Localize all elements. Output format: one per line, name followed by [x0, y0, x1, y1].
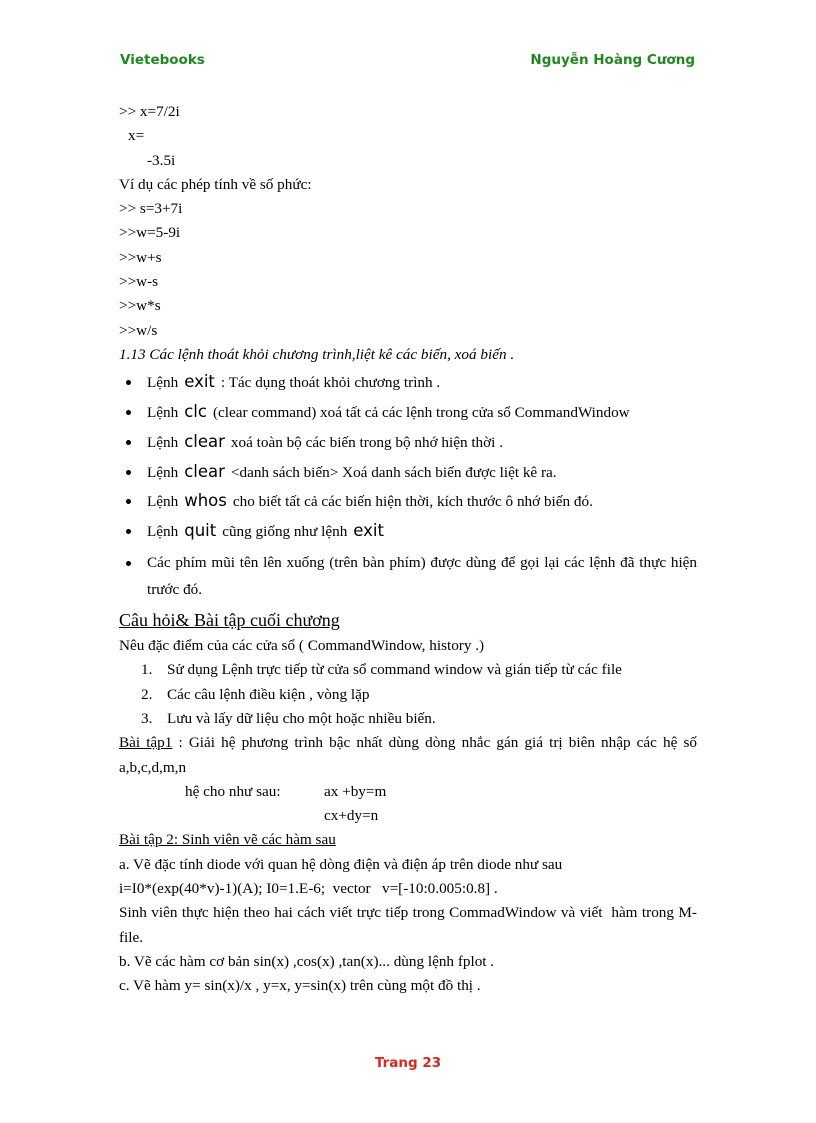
list-item-text: cũng giống như lệnh	[222, 523, 348, 541]
bullet-icon	[126, 499, 131, 504]
list-number: 3.	[141, 709, 153, 727]
header-left: Vietebooks	[120, 52, 205, 68]
command-list	[119, 368, 697, 603]
list-item	[119, 458, 697, 488]
list-item-prefix: Lệnh	[147, 433, 179, 451]
list-item-prefix: Lệnh	[147, 404, 179, 422]
code-line: >>w-s	[119, 273, 159, 291]
exercise-text: : Giải hệ phương trình bậc nhất dùng dòng nhắc gán giá trị biên nhập các hệ số a,b,c,d,m,n	[119, 734, 697, 776]
code-line: >>w/s	[119, 321, 158, 339]
header-right: Nguyễn Hoàng Cương	[530, 52, 695, 68]
list-number: 2.	[141, 685, 153, 703]
list-item-text: <danh sách biến> Xoá danh sách biến được liệt kê ra.	[230, 463, 557, 481]
command-name: exit	[353, 521, 384, 541]
code-line: >>w+s	[119, 248, 162, 266]
command-name: clear	[184, 461, 225, 481]
exercise-2-formula: i=I0*(exp(40*v)-1)(A); I0=1.E-6; vector v=[-10:0.005:0.8] .	[119, 880, 498, 898]
list-item-prefix: Lệnh	[147, 374, 179, 392]
text-line: Ví dụ các phép tính về số phức:	[119, 175, 312, 193]
exercise-2-note: Sinh viên thực hiện theo hai cách viết trực tiếp trong CommadWindow và viết hàm trong M-file.	[119, 904, 697, 946]
list-item	[119, 428, 697, 458]
code-line: >>w=5-9i	[119, 224, 181, 242]
list-item-text: Sử dụng Lệnh trực tiếp từ cửa sổ command window và gián tiếp từ các file	[167, 661, 622, 679]
command-name: quit	[184, 521, 217, 541]
equation: ax +by=m	[324, 782, 387, 800]
code-line: -3.5i	[147, 151, 176, 169]
list-item	[119, 368, 697, 398]
code-line: x=	[128, 127, 145, 145]
command-name: whos	[184, 491, 227, 511]
exercise-2c: c. Vẽ hàm y= sin(x)/x , y=x, y=sin(x) trên cùng một đồ thị .	[119, 977, 481, 995]
exercise-label: Bài tập1	[119, 734, 173, 752]
list-item-prefix: Lệnh	[147, 463, 179, 481]
list-item-text: Các câu lệnh điều kiện , vòng lặp	[167, 685, 370, 703]
list-item	[119, 707, 697, 731]
bullet-icon	[126, 561, 131, 566]
command-name: clear	[184, 431, 225, 451]
list-item-text: : Tác dụng thoát khỏi chương trình .	[220, 374, 441, 392]
equation-row	[119, 780, 697, 804]
list-item-prefix: Lệnh	[147, 523, 179, 541]
page-number: Trang 23	[374, 1055, 442, 1071]
equation-intro: hệ cho như sau:	[185, 782, 281, 800]
bullet-icon	[126, 529, 131, 534]
command-name: clc	[184, 402, 207, 422]
page-content	[119, 100, 697, 999]
bullet-icon	[126, 380, 131, 385]
list-item-text: (clear command) xoá tất cả các lệnh trong cửa sổ CommandWindow	[212, 404, 630, 422]
command-name: exit	[184, 372, 215, 392]
bullet-icon	[126, 440, 131, 445]
list-item-text: cho biết tất cả các biến hiện thời, kích thước ô nhớ biến đó.	[232, 493, 593, 511]
list-item	[119, 683, 697, 707]
code-line: >>w*s	[119, 297, 161, 315]
list-item	[119, 658, 697, 682]
section-heading: 1.13 Các lệnh thoát khỏi chương trình,liệt kê các biến, xoá biến .	[119, 345, 515, 363]
exercise-2-heading: Bài tập 2: Sinh viên vẽ các hàm sau	[119, 831, 336, 849]
bullet-icon	[126, 470, 131, 475]
list-item	[119, 487, 697, 517]
exercise-1	[119, 731, 697, 780]
list-item-prefix: Lệnh	[147, 493, 179, 511]
list-item-text: Các phím mũi tên lên xuống (trên bàn phím) được dùng để gọi lại các lệnh đã thực hiện trước đó.	[147, 554, 697, 599]
list-item	[119, 398, 697, 428]
exercises-heading: Câu hỏi& Bài tập cuối chương	[119, 610, 340, 631]
list-item-text: Lưu và lấy dữ liệu cho một hoặc nhiều biến.	[167, 709, 436, 727]
list-number: 1.	[141, 661, 153, 679]
code-line: >> x=7/2i	[119, 103, 180, 120]
list-item	[119, 549, 697, 603]
question-intro: Nêu đặc điểm của các cửa sổ ( CommandWindow, history .)	[119, 637, 485, 655]
list-item	[119, 517, 697, 547]
bullet-icon	[126, 410, 131, 415]
code-line: >> s=3+7i	[119, 200, 183, 218]
equation: cx+dy=n	[324, 807, 379, 825]
equation-row	[119, 804, 697, 828]
exercise-2a: a. Vẽ đặc tính diode với quan hệ dòng điện và điện áp trên diode như sau	[119, 855, 563, 873]
numbered-list	[119, 658, 697, 731]
exercise-2b: b. Vẽ các hàm cơ bản sin(x) ,cos(x) ,tan(x)... dùng lệnh fplot .	[119, 952, 495, 970]
list-item-text: xoá toàn bộ các biến trong bộ nhớ hiện thời .	[230, 433, 503, 451]
